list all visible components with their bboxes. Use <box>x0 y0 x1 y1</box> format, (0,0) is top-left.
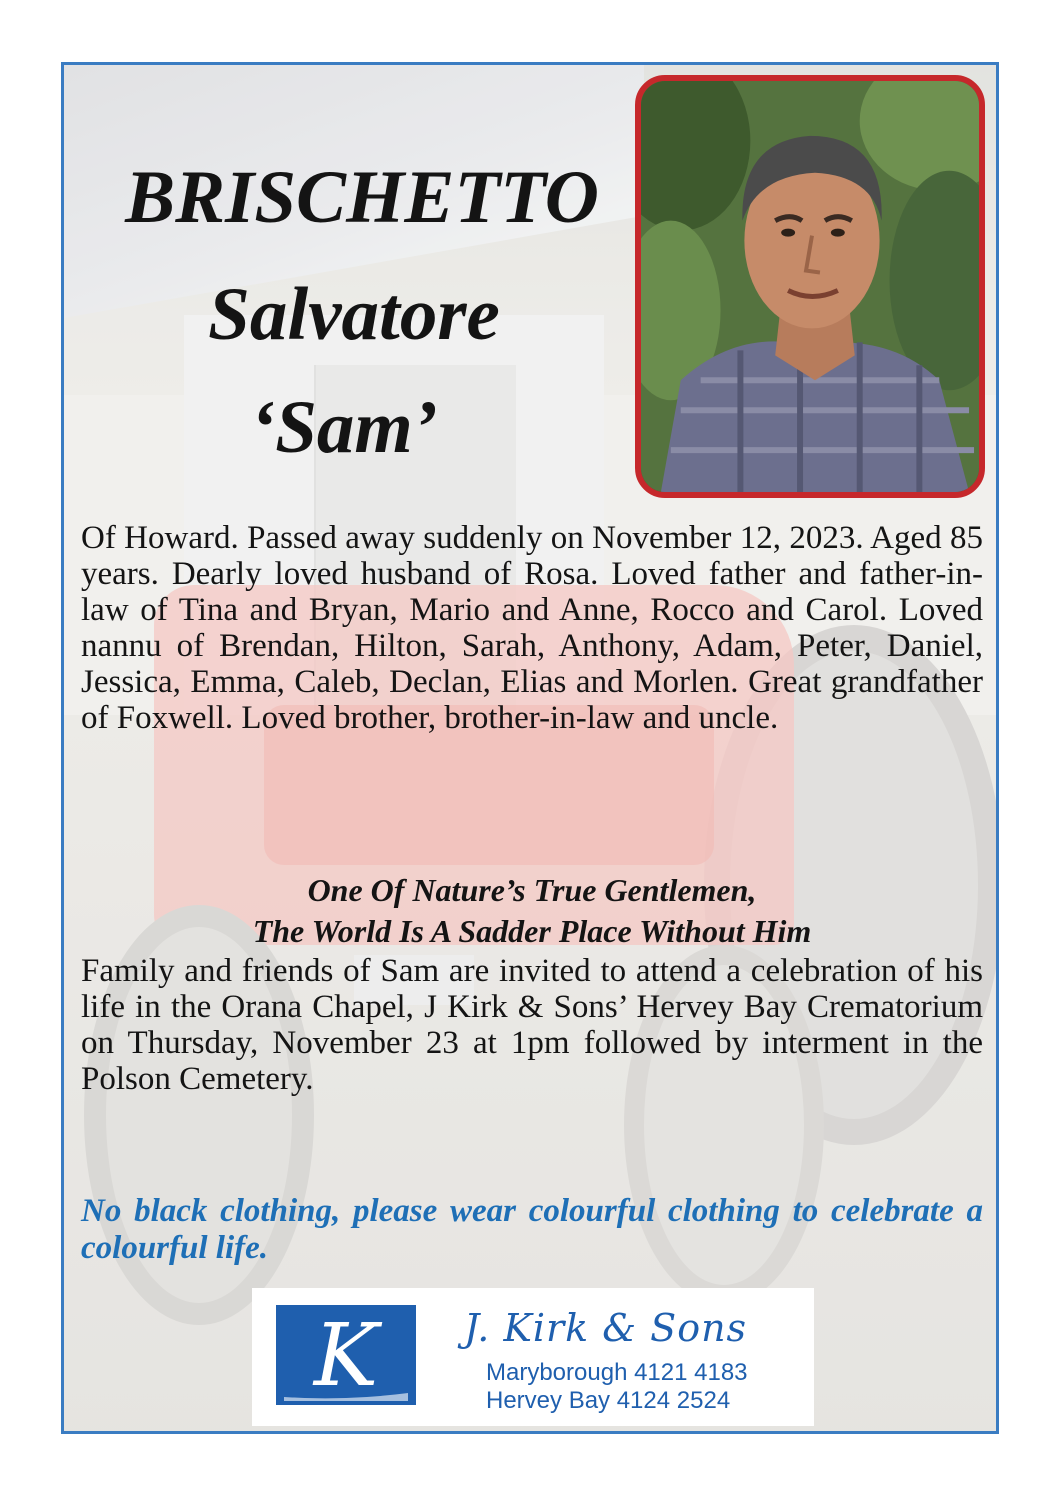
service-details-text: Family and friends of Sam are invited to attend a celebration of his life in the Orana Chapel, J Kirk & Sons’ Hervey Bay Crematorium on Thursday, November 23 at 1pm followed by interment in the Polson Cemetery. <box>81 953 983 1097</box>
motto-line-1: One Of Nature’s True Gentlemen, <box>307 872 757 908</box>
obituary-text: Of Howard. Passed away suddenly on November 12, 2023. Aged 85 years. Dearly loved husband of Rosa. Loved father and father-in-law of Tina and Bryan, Mario and Anne, Rocco and Carol. Loved nannu of Brendan, Hilton, Sarah, Anthony, Adam, Peter, Daniel, Jessica, Emma, Caleb, Declan, Elias and Morlen. Great grandfather of Foxwell. Loved brother, brother-in-law and uncle. <box>81 520 983 736</box>
phone-maryborough: Maryborough 4121 4183 <box>486 1359 748 1386</box>
phone-hervey-bay: Hervey Bay 4124 2524 <box>486 1387 731 1414</box>
funeral-director-logo <box>252 1288 814 1426</box>
kirk-monogram-icon <box>276 1305 416 1405</box>
surname-heading: BRISCHETTO <box>125 156 599 239</box>
portrait-photo <box>635 75 985 498</box>
notice-frame <box>61 62 999 1434</box>
nickname-heading: ‘Sam’ <box>250 386 438 469</box>
svg-text:K: K <box>313 1306 379 1405</box>
given-name-heading: Salvatore <box>208 273 500 356</box>
motto-line-2: The World Is A Sadder Place Without Him <box>252 913 812 949</box>
dress-code-note: No black clothing, please wear colourful clothing to celebrate a colourful life. <box>81 1193 983 1266</box>
funeral-director-name: J. Kirk & Sons <box>464 1306 748 1350</box>
